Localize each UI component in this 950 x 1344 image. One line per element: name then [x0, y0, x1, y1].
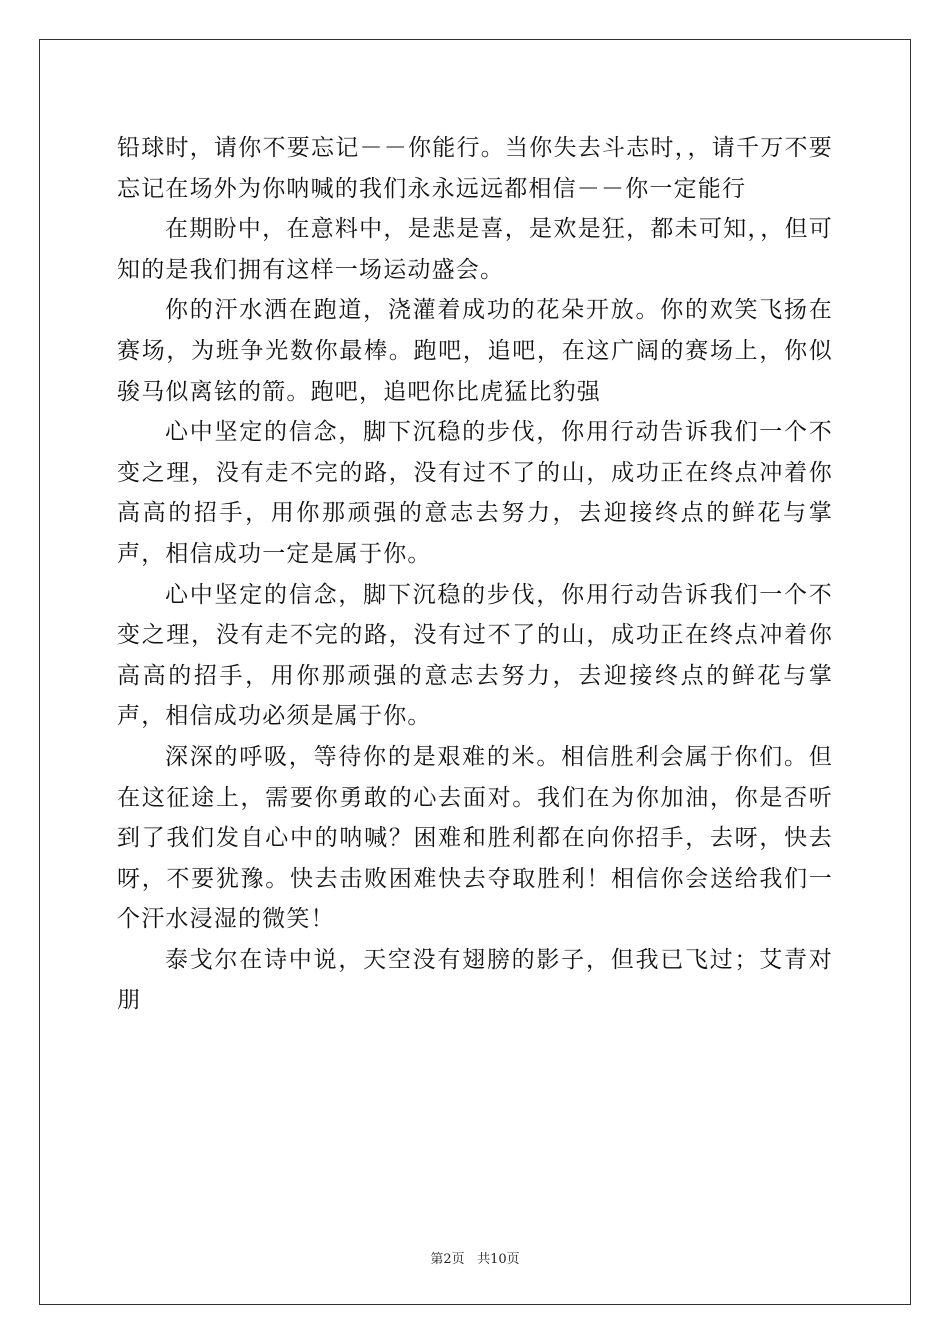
page-number: 第2页: [430, 1252, 465, 1267]
paragraph-6: 深深的呼吸，等待你的是艰难的米。相信胜利会属于你们。但在这征途上，需要你勇敢的心去面对。我们在为你加油，你是否听到了我们发自心中的呐喊？困难和胜利都在向你招手，去呀，快去呀，不要犹豫。快去击败困难快去夺取胜利！相信你会送给我们一个汗水浸湿的微笑！: [117, 743, 833, 933]
paragraph-2: 在期盼中，在意料中，是悲是喜，是欢是狂，都未可知，，但可知的是我们拥有这样一场运动盛会。: [117, 216, 833, 283]
paragraph-3: 你的汗水洒在跑道，浇灌着成功的花朵开放。你的欢笑飞扬在赛场，为班争光数你最棒。跑吧，追吧，在这广阔的赛场上，你似骏马似离铉的箭。跑吧，追吧你比虎猛比豹强: [117, 297, 833, 405]
page-footer: [0, 1248, 950, 1267]
paragraph-7: 泰戈尔在诗中说，天空没有翅膀的影子，但我已飞过；艾青对朋: [117, 946, 833, 1014]
document-body: [117, 128, 833, 1021]
footer-spacer: [465, 1252, 477, 1267]
paragraph-5: 心中坚定的信念，脚下沉稳的步伐，你用行动告诉我们一个不变之理，没有走不完的路，没有过不了的山，成功正在终点冲着你高高的招手，用你那顽强的意志去努力，去迎接终点的鲜花与掌声，相信成功必须是属于你。: [117, 581, 833, 730]
paragraph-1: 铅球时，请你不要忘记－－你能行。当你失去斗志时，，请千万不要忘记在场外为你呐喊的我们永永远远都相信－－你一定能行: [117, 135, 833, 202]
page-total: 共10页: [477, 1252, 520, 1267]
paragraph-4: 心中坚定的信念，脚下沉稳的步伐，你用行动告诉我们一个不变之理，没有走不完的路，没有过不了的山，成功正在终点冲着你高高的招手，用你那顽强的意志去努力，去迎接终点的鲜花与掌声，相信成功一定是属于你。: [117, 419, 833, 567]
